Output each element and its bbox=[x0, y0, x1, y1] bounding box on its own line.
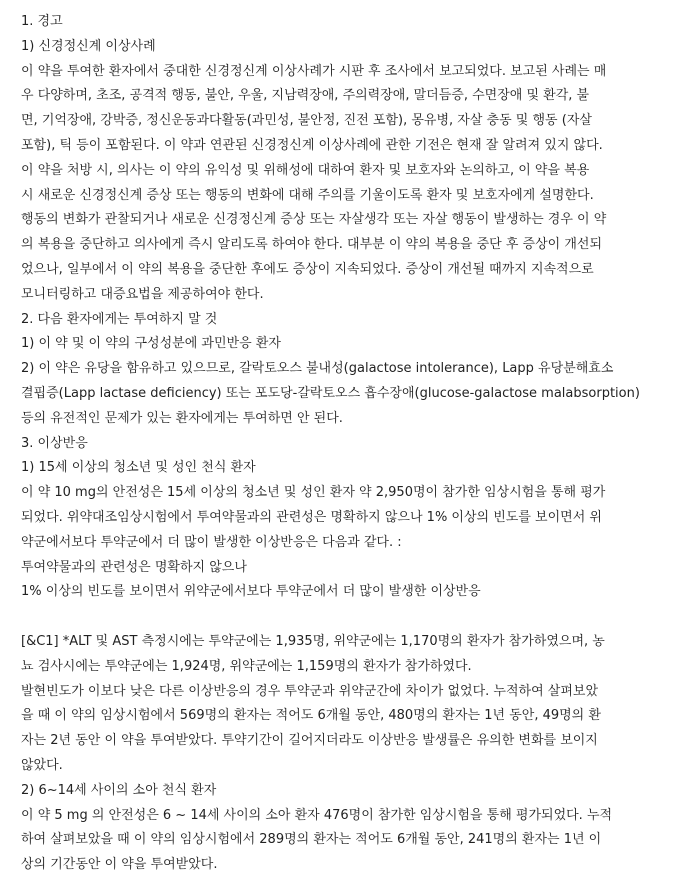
heading-adverse-reactions: 3. 이상반응 bbox=[21, 435, 88, 451]
paragraph-line: 하여 살펴보았을 때 이 약의 임상시험에서 289명의 환자는 적어도 6개월 동안, 241명의 환자는 1년 이 bbox=[21, 832, 602, 848]
paragraph-line: 발현빈도가 이보다 낮은 다른 이상반응의 경우 투약군과 위약군간에 차이가 없었다. 누적하여 살펴보았 bbox=[21, 683, 599, 699]
paragraph-line: 이 약을 투여한 환자에서 중대한 신경정신계 이상사례가 시판 후 조사에서 보고되었다. 보고된 사례는 매 bbox=[21, 63, 607, 79]
paragraph-line: 상의 기간동안 이 약을 투여받았다. bbox=[21, 857, 218, 873]
paragraph-line: 시 새로운 신경정신계 증상 또는 행동의 변화에 대해 주의를 기울이도록 환자 및 보호자에게 설명한다. bbox=[21, 187, 594, 203]
footnote-line: 뇨 검사시에는 투약군에는 1,924명, 위약군에는 1,159명의 환자가 참가하였다. bbox=[21, 658, 472, 674]
paragraph-line: 투여약물과의 관련성은 명확하지 않으나 bbox=[21, 559, 247, 575]
blank-line bbox=[21, 605, 685, 630]
paragraph-line: 이 약 5 mg 의 안전성은 6 ~ 14세 사이의 소아 환자 476명이 참가한 임상시험을 통해 평가되었다. 누적 bbox=[21, 807, 613, 823]
paragraph-line: 우 다양하며, 초조, 공격적 행동, 불안, 우울, 지남력장애, 주의력장애, 말더듬증, 수면장애 및 환각, 불 bbox=[21, 88, 590, 104]
subheading-neuropsychiatric-events: 1) 신경정신계 이상사례 bbox=[21, 38, 156, 54]
heading-contraindications: 2. 다음 환자에게는 투여하지 말 것 bbox=[21, 311, 218, 327]
paragraph-line: 이 약을 처방 시, 의사는 이 약의 유익성 및 위해성에 대하여 환자 및 보호자와 논의하고, 이 약을 복용 bbox=[21, 162, 590, 178]
heading-warning: 1. 경고 bbox=[21, 14, 63, 29]
subheading-adult-asthma: 1) 15세 이상의 청소년 및 성인 천식 환자 bbox=[21, 460, 256, 476]
footnote-line: [&C1] *ALT 및 AST 측정시에는 투약군에는 1,935명, 위약군에는 1,170명의 환자가 참가하였으며, 농 bbox=[21, 633, 605, 649]
paragraph-line: 않았다. bbox=[21, 757, 63, 773]
paragraph-line: 모니터링하고 대증요법을 제공하여야 한다. bbox=[21, 286, 264, 302]
paragraph-line: 결핍증(Lapp lactase deficiency) 또는 포도당-갈락토오스 흡수장애(glucose-galactose malabsorption) bbox=[21, 385, 640, 401]
paragraph-line: 면, 기억장애, 강박증, 정신운동과다활동(과민성, 불안정, 진전 포함), 몽유병, 자살 충동 및 행동 (자살 bbox=[21, 113, 592, 129]
paragraph-line: 행동의 변화가 관찰되거나 새로운 신경정신계 증상 또는 자살생각 또는 자살 행동이 발생하는 경우 이 약 bbox=[21, 212, 607, 228]
paragraph-line: 되었다. 위약대조임상시험에서 투여약물과의 관련성은 명확하지 않으나 1% 이상의 빈도를 보이면서 위 bbox=[21, 509, 602, 525]
paragraph-line: 등의 유전적인 문제가 있는 환자에게는 투여하면 안 된다. bbox=[21, 410, 343, 426]
subheading-pediatric-asthma: 2) 6~14세 사이의 소아 천식 환자 bbox=[21, 782, 217, 798]
paragraph-line: 약군에서보다 투약군에서 더 많이 발생한 이상반응은 다음과 같다. : bbox=[21, 534, 402, 550]
paragraph-line: 포함), 틱 등이 포함된다. 이 약과 연관된 신경정신계 이상사례에 관한 기전은 현재 잘 알려져 있지 않다. bbox=[21, 137, 603, 153]
paragraph-line: 의 복용을 중단하고 의사에게 즉시 알리도록 하여야 한다. 대부분 이 약의 복용을 중단 후 증상이 개선되 bbox=[21, 237, 602, 253]
paragraph-line: 이 약 10 mg의 안전성은 15세 이상의 청소년 및 성인 환자 약 2,950명이 참가한 임상시험을 통해 평가 bbox=[21, 485, 606, 501]
list-item: 2) 이 약은 유당을 함유하고 있으므로, 갈락토오스 불내성(galactose intolerance), Lapp 유당분해효소 bbox=[21, 361, 614, 377]
paragraph-line: 을 때 이 약의 임상시험에서 569명의 환자는 적어도 6개월 동안, 480명의 환자는 1년 동안, 49명의 환 bbox=[21, 708, 601, 724]
paragraph-line: 1% 이상의 빈도를 보이면서 위약군에서보다 투약군에서 더 많이 발생한 이상반응 bbox=[21, 584, 481, 600]
paragraph-line: 자는 2년 동안 이 약을 투여받았다. 투약기간이 길어지더라도 이상반응 발생률은 유의한 변화를 보이지 bbox=[21, 733, 598, 749]
list-item: 1) 이 약 및 이 약의 구성성분에 과민반응 환자 bbox=[21, 336, 281, 352]
paragraph-line: 었으나, 일부에서 이 약의 복용을 중단한 후에도 증상이 지속되었다. 증상이 개선될 때까지 지속적으로 bbox=[21, 261, 594, 277]
document-body bbox=[21, 10, 685, 878]
